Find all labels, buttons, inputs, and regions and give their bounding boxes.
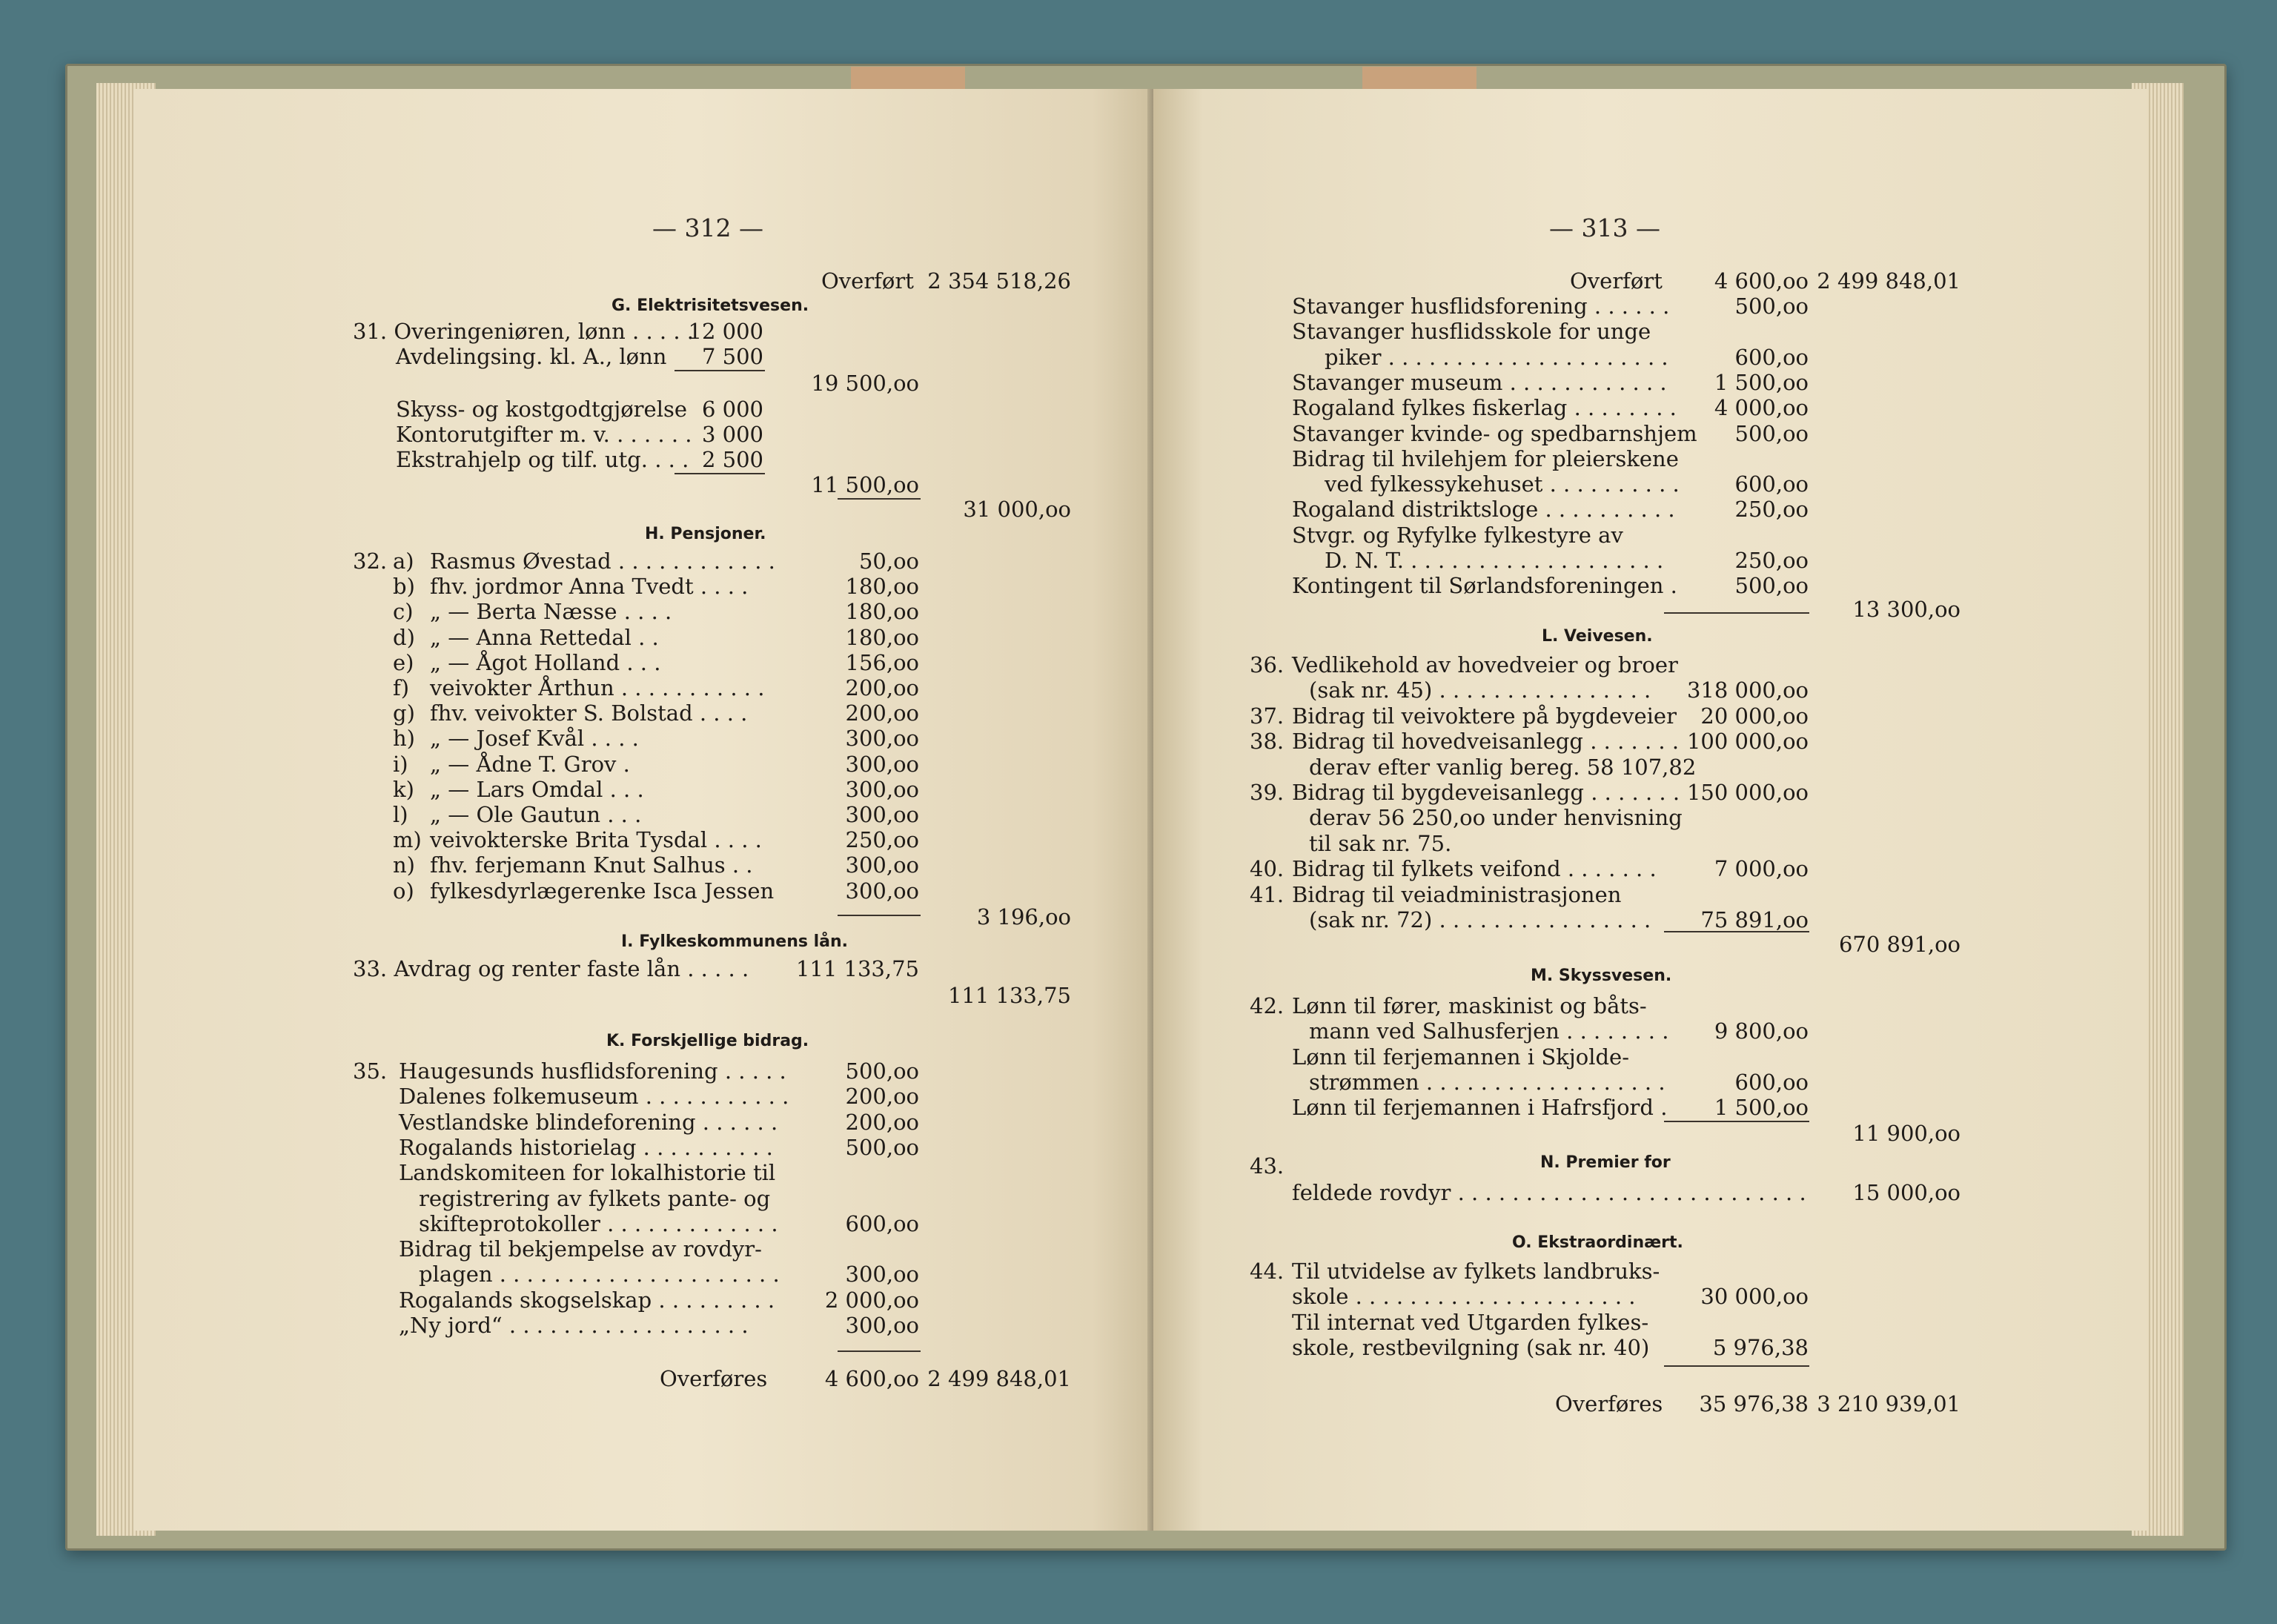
entry-letter: k)	[393, 776, 414, 802]
entry-amount: 200,oo	[845, 1109, 919, 1135]
carried-out-total: 2 499 848,01	[927, 1366, 1071, 1391]
carried-in-total: 2 354 518,26	[927, 268, 1071, 294]
section-total: 11 900,oo	[1852, 1121, 1961, 1146]
entry-amount: 180,oo	[845, 574, 919, 600]
carried-in-total: 2 499 848,01	[1817, 268, 1961, 294]
entry-amount: 6 000	[701, 397, 763, 422]
total-rule	[1664, 1365, 1809, 1367]
entry-amount: 250,oo	[845, 827, 919, 853]
page-number: — 313 —	[1549, 213, 1660, 242]
entry-text: derav 56 250,oo under henvisning	[1309, 805, 1683, 831]
entry-amount: 20 000,oo	[1700, 703, 1809, 729]
entry-amount: 200,oo	[845, 675, 919, 700]
entry-amount: 500,oo	[845, 1134, 919, 1160]
entry-amount: 300,oo	[845, 776, 919, 802]
entry-text: Bidrag til bygdeveisanlegg . . . . . . .	[1292, 780, 1680, 805]
entry-letter: o)	[393, 878, 414, 904]
entry-text: Til internat ved Utgarden fylkes-	[1292, 1309, 1649, 1335]
entry-text: fhv. veivokter S. Bolstad . . . .	[430, 700, 748, 726]
section-title: O. Ekstraordinært.	[1512, 1233, 1683, 1252]
entry-text: Landskomiteen for lokalhistorie til	[399, 1160, 776, 1186]
entry-amount: 180,oo	[845, 624, 919, 650]
entry-number: 42.	[1250, 993, 1285, 1018]
entry-text: skole . . . . . . . . . . . . . . . . . . . . .	[1292, 1284, 1636, 1310]
entry-text: Rogalands skogselskap . . . . . . . . .	[399, 1287, 775, 1313]
entry-amount: 2 000,oo	[824, 1287, 919, 1313]
entry-amount: 12 000	[688, 319, 763, 344]
entry-text: „ — Ole Gautun . . .	[430, 802, 642, 827]
section-title: K. Forskjellige bidrag.	[606, 1032, 809, 1050]
entry-amount: 300,oo	[845, 878, 919, 904]
carried-in-label: Overført	[821, 268, 914, 294]
entry-amount: 9 800,oo	[1714, 1018, 1809, 1044]
entry-text: piker . . . . . . . . . . . . . . . . . . . . .	[1325, 344, 1668, 370]
subtotal: 19 500,oo	[811, 371, 919, 396]
entry-amount: 4 000,oo	[1714, 395, 1809, 421]
entry-text: Stavanger museum . . . . . . . . . . . .	[1292, 369, 1667, 395]
entry-letter: f)	[393, 675, 410, 700]
entry-text: fhv. jordmor Anna Tvedt . . . .	[430, 574, 749, 600]
entry-amount: 75 891,oo	[1700, 907, 1809, 932]
entry-text: Bidrag til veivoktere på bygdeveier	[1292, 703, 1677, 729]
entry-amount: 5 976,38	[1712, 1335, 1809, 1361]
entry-amount: 180,oo	[845, 599, 919, 625]
entry-number: 41.	[1250, 881, 1285, 907]
entry-text: „ — Ådne T. Grov .	[430, 751, 630, 777]
entry-text: Kontorutgifter m. v. . . . . . .	[396, 422, 692, 447]
entry-amount: 300,oo	[845, 852, 919, 878]
entry-letter: l)	[393, 802, 408, 827]
entry-letter: c)	[393, 599, 414, 625]
entry-text: Stavanger husflidsforening . . . . . .	[1292, 294, 1670, 319]
carried-in-sub: 4 600,oo	[1714, 268, 1809, 294]
subtotal: 11 500,oo	[811, 472, 919, 497]
carried-out-total: 3 210 939,01	[1817, 1391, 1961, 1416]
entry-letter: m)	[393, 827, 422, 853]
entry-number: 40.	[1250, 856, 1285, 882]
entry-letter: e)	[393, 649, 414, 675]
entry-amount: 2 500	[701, 447, 763, 472]
entry-text: Til utvidelse av fylkets landbruks-	[1292, 1259, 1660, 1284]
entry-text: Lønn til ferjemannen i Skjolde-	[1292, 1044, 1630, 1070]
entry-number: 39.	[1250, 780, 1285, 805]
entry-text: „ — Josef Kvål . . . .	[430, 726, 639, 752]
entry-letter: n)	[393, 852, 415, 878]
entry-number: 43.	[1250, 1153, 1285, 1179]
entry-amount: 300,oo	[845, 1262, 919, 1287]
page-number: — 312 —	[652, 213, 763, 242]
entry-letter: h)	[393, 726, 415, 752]
entry-amount: 7 500	[701, 344, 763, 369]
entry-amount: 7 000,oo	[1714, 856, 1809, 882]
entry-text: skifteprotokoller . . . . . . . . . . . . .	[419, 1210, 778, 1236]
entry-text: derav efter vanlig bereg. 58 107,82	[1309, 754, 1697, 780]
carried-out-label: Overføres	[1555, 1391, 1663, 1416]
section-total: 31 000,oo	[963, 497, 1071, 522]
entry-text: Rogalands historielag . . . . . . . . . .	[399, 1134, 773, 1160]
entry-text: ved fylkessykehuset . . . . . . . . . .	[1325, 471, 1680, 497]
entry-text: 33. Avdrag og renter faste lån . . . . .	[353, 956, 749, 981]
entry-amount: 200,oo	[845, 1084, 919, 1110]
entry-text: Lønn til fører, maskinist og båts-	[1292, 993, 1647, 1018]
entry-text: D. N. T. . . . . . . . . . . . . . . . . . . .	[1325, 548, 1664, 573]
entry-amount: 3 000	[701, 422, 763, 447]
total-rule	[838, 1350, 921, 1352]
entry-number: 44.	[1250, 1259, 1285, 1284]
entry-text: Skyss- og kostgodtgjørelse	[396, 397, 688, 422]
entry-amount: 600,oo	[1734, 471, 1809, 497]
entry-number: 38.	[1250, 729, 1285, 755]
entry-number: 37.	[1250, 703, 1285, 729]
entry-text: Stavanger kvinde- og spedbarnshjem	[1292, 420, 1697, 446]
section-total: 3 196,oo	[976, 904, 1071, 929]
entry-text: plagen . . . . . . . . . . . . . . . . . . . . .	[419, 1262, 780, 1287]
entry-amount: 50,oo	[858, 548, 919, 574]
carried-out-sub: 35 976,38	[1699, 1391, 1809, 1416]
entry-amount: 600,oo	[845, 1210, 919, 1236]
entry-amount: 300,oo	[845, 802, 919, 827]
entry-text: veivokter Årthun . . . . . . . . . . .	[430, 675, 765, 700]
entry-text: Ekstrahjelp og tilf. utg. . . .	[396, 447, 689, 472]
section-total: 13 300,oo	[1852, 597, 1961, 622]
entry-text: Bidrag til fylkets veifond . . . . . . .	[1292, 856, 1657, 882]
section-total: 111 133,75	[947, 983, 1071, 1008]
entry-text: veivokterske Brita Tysdal . . . .	[430, 827, 762, 853]
entry-text: Rasmus Øvestad . . . . . . . . . . . .	[430, 548, 775, 574]
entry-amount: 150 000,oo	[1686, 780, 1809, 805]
entry-amount: 1 500,oo	[1714, 1095, 1809, 1121]
entry-text: mann ved Salhusferjen . . . . . . . .	[1309, 1018, 1669, 1044]
entry-amount: 500,oo	[1734, 294, 1809, 319]
section-title: I. Fylkeskommunens lån.	[621, 932, 849, 951]
entry-text: (sak nr. 45) . . . . . . . . . . . . . . . .	[1309, 677, 1651, 703]
entry-text: Rogaland distriktsloge . . . . . . . . . .	[1292, 497, 1675, 523]
carried-out-label: Overføres	[660, 1366, 768, 1391]
entry-text: Kontingent til Sørlandsforeningen .	[1292, 573, 1677, 599]
entry-text: „ — Anna Rettedal . .	[430, 624, 659, 650]
entry-amount: 500,oo	[1734, 573, 1809, 599]
entry-text: „ — Ågot Holland . . .	[430, 649, 661, 675]
entry-number: 36.	[1250, 652, 1285, 677]
entry-text: Lønn til ferjemannen i Hafrsfjord .	[1292, 1095, 1668, 1121]
entry-letter: a)	[393, 548, 414, 574]
entry-text: Bidrag til veiadministrasjonen	[1292, 881, 1622, 907]
entry-text: Rogaland fylkes fiskerlag . . . . . . . .	[1292, 395, 1677, 421]
entry-text: Bidrag til hvilehjem for pleierskene	[1292, 445, 1679, 471]
entry-amount: 1 500,oo	[1714, 369, 1809, 395]
entry-text: registrering av fylkets pante- og	[419, 1185, 771, 1211]
section-title: G. Elektrisitetsvesen.	[611, 296, 809, 315]
entry-text: skole, restbevilgning (sak nr. 40)	[1292, 1335, 1650, 1361]
section-title: N. Premier for	[1540, 1153, 1671, 1172]
entry-amount: 500,oo	[1734, 420, 1809, 446]
entry-amount: 30 000,oo	[1700, 1284, 1809, 1310]
entry-text: Stvgr. og Ryfylke fylkestyre av	[1292, 522, 1623, 548]
entry-amount: 318 000,oo	[1686, 677, 1809, 703]
entry-letter: d)	[393, 624, 415, 650]
entry-amount: 600,oo	[1734, 344, 1809, 370]
entry-text: strømmen . . . . . . . . . . . . . . . . . .	[1309, 1069, 1666, 1095]
entry-amount: 100 000,oo	[1686, 729, 1809, 755]
entry-amount: 156,oo	[845, 649, 919, 675]
entry-amount: 200,oo	[845, 700, 919, 726]
entry-text: „ — Berta Næsse . . . .	[430, 599, 672, 625]
entry-number: 32.	[353, 548, 388, 574]
entry-text: „Ny jord“ . . . . . . . . . . . . . . . . . .	[399, 1313, 749, 1338]
entry-text: til sak nr. 75.	[1309, 830, 1452, 856]
entry-amount: 300,oo	[845, 751, 919, 777]
entry-number: 35.	[353, 1058, 388, 1084]
entry-letter: b)	[393, 574, 415, 600]
entry-text: Bidrag til hovedveisanlegg . . . . . . .	[1292, 729, 1680, 755]
entry-amount: 600,oo	[1734, 1069, 1809, 1095]
entry-letter: i)	[393, 751, 408, 777]
entry-amount: 500,oo	[845, 1058, 919, 1084]
carried-out-sub: 4 600,oo	[824, 1366, 919, 1391]
entry-text: Haugesunds husflidsforening . . . . .	[399, 1058, 786, 1084]
carried-in-label: Overført	[1570, 268, 1663, 294]
entry-text: 31. Overingeniøren, lønn . . . . .	[353, 319, 695, 344]
section-total: 670 891,oo	[1838, 932, 1961, 957]
entry-amount: 15 000,oo	[1852, 1180, 1961, 1205]
entry-text: (sak nr. 72) . . . . . . . . . . . . . . . .	[1309, 907, 1651, 932]
entry-text: fhv. ferjemann Knut Salhus . .	[430, 852, 753, 878]
entry-text: Dalenes folkemuseum . . . . . . . . . . .	[399, 1084, 789, 1110]
entry-text: fylkesdyrlægerenke Isca Jessen	[430, 878, 775, 904]
section-title: M. Skyssvesen.	[1531, 967, 1672, 985]
entry-text: Stavanger husflidsskole for unge	[1292, 319, 1651, 345]
entry-text: Vedlikehold av hovedveier og broer	[1292, 652, 1678, 677]
entry-text: feldede rovdyr . . . . . . . . . . . . . . . . . . . . . . . . . .	[1292, 1180, 1806, 1205]
entry-amount: 300,oo	[845, 1313, 919, 1338]
entry-amount: 250,oo	[1734, 548, 1809, 573]
entry-amount: 111 133,75	[795, 956, 919, 981]
entry-amount: 250,oo	[1734, 497, 1809, 523]
section-title: L. Veivesen.	[1542, 627, 1653, 646]
entry-letter: g)	[393, 700, 415, 726]
section-title: H. Pensjoner.	[645, 525, 766, 543]
entry-amount: 300,oo	[845, 726, 919, 752]
entry-text: Vestlandske blindeforening . . . . . .	[399, 1109, 778, 1135]
entry-text: Avdelingsing. kl. A., lønn	[396, 344, 667, 369]
entry-text: Bidrag til bekjempelse av rovdyr-	[399, 1236, 762, 1262]
entry-text: „ — Lars Omdal . . .	[430, 776, 644, 802]
